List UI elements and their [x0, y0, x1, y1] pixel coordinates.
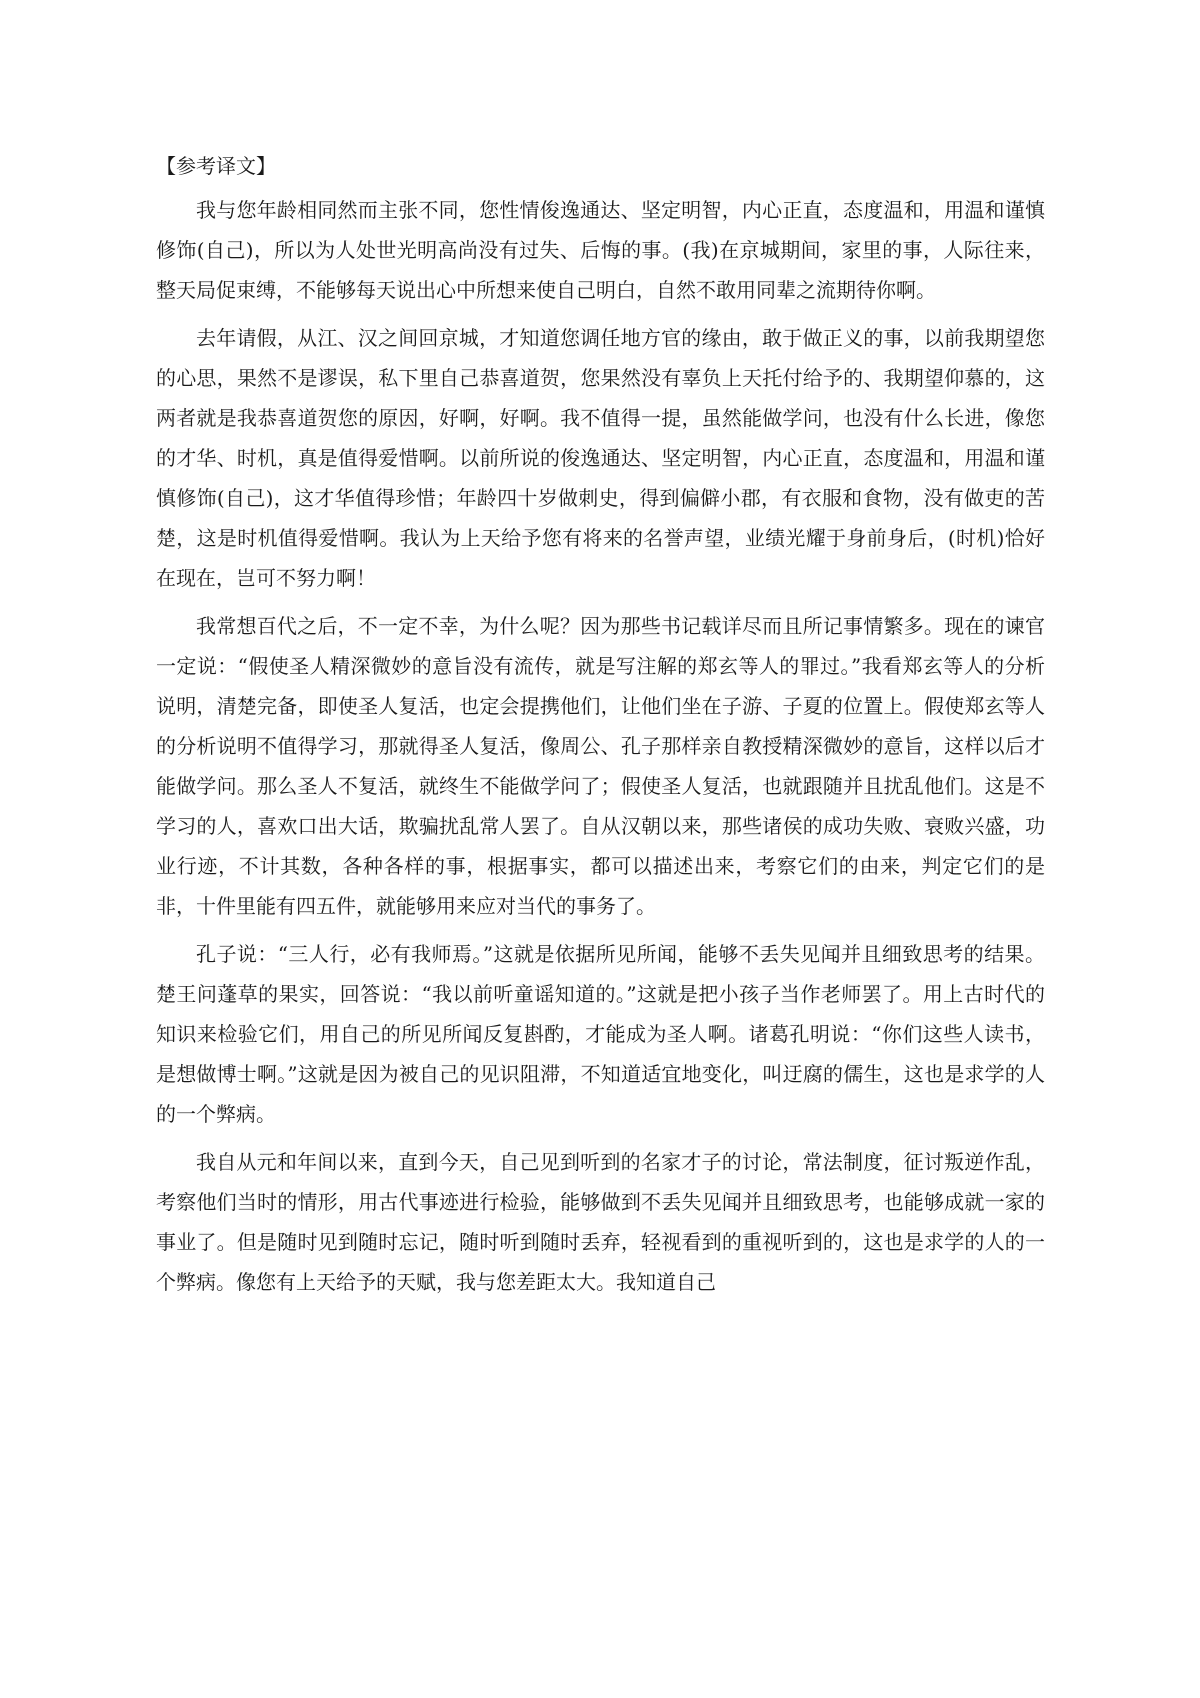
paragraph-1: 我与您年龄相同然而主张不同，您性情俊逸通达、坚定明智，内心正直，态度温和，用温和谨慎修饰(自己)，所以为人处世光明高尚没有过失、后悔的事。(我)在京城期间，家里的事，人际往来，整天局促束缚，不能够每天说出心中所想来使自己明白，自然不敢用同辈之流期待你啊。: [156, 198, 1045, 302]
paragraph-3: 我常想百代之后，不一定不幸，为什么呢？因为那些书记载详尽而且所记事情繁多。现在的谏官一定说：“假使圣人精深微妙的意旨没有流传，就是写注解的郑玄等人的罪过。”我看郑玄等人的分析说明，清楚完备，即使圣人复活，也定会提携他们，让他们坐在子游、子夏的位置上。假使郑玄等人的分析说明不值得学习，那就得圣人复活，像周公、孔子那样亲自教授精深微妙的意旨，这样以后才能做学问。那么圣人不复活，就终生不能做学问了；假使圣人复活，也就跟随并且扰乱他们。这是不学习的人，喜欢口出大话，欺骗扰乱常人罢了。自从汉朝以来，那些诸侯的成功失败、衰败兴盛，功业行迹，不计其数，各种各样的事，根据事实，都可以描述出来，考察它们的由来，判定它们的是非，十件里能有四五件，就能够用来应对当代的事务了。: [156, 614, 1045, 918]
paragraph-5: 我自从元和年间以来，直到今天，自己见到听到的名家才子的讨论，常法制度，征讨叛逆作乱，考察他们当时的情形，用古代事迹进行检验，能够做到不丢失见闻并且细致思考，也能够成就一家的事业了。但是随时见到随时忘记，随时听到随时丢弃，轻视看到的重视听到的，这也是求学的人的一个弊病。像您有上天给予的天赋，我与您差距太大。我知道自己: [156, 1150, 1045, 1294]
document-page: [156, 150, 1045, 1310]
document-heading: 【参考译文】: [156, 154, 276, 178]
paragraph-2: 去年请假，从江、汉之间回京城，才知道您调任地方官的缘由，敢于做正义的事，以前我期望您的心思，果然不是谬误，私下里自己恭喜道贺，您果然没有辜负上天托付给予的、我期望仰慕的，这两者就是我恭喜道贺您的原因，好啊，好啊。我不值得一提，虽然能做学问，也没有什么长进，像您的才华、时机，真是值得爱惜啊。以前所说的俊逸通达、坚定明智，内心正直，态度温和，用温和谨慎修饰(自己)，这才华值得珍惜；年龄四十岁做刺史，得到偏僻小郡，有衣服和食物，没有做吏的苦楚，这是时机值得爱惜啊。我认为上天给予您有将来的名誉声望，业绩光耀于身前身后，(时机)恰好在现在，岂可不努力啊！: [156, 326, 1045, 590]
paragraph-4: 孔子说：“三人行，必有我师焉。”这就是依据所见所闻，能够不丢失见闻并且细致思考的结果。楚王问蓬草的果实，回答说：“我以前听童谣知道的。”这就是把小孩子当作老师罢了。用上古时代的知识来检验它们，用自己的所见所闻反复斟酌，才能成为圣人啊。诸葛孔明说：“你们这些人读书，是想做博士啊。”这就是因为被自己的见识阻滞，不知道适宜地变化，叫迂腐的儒生，这也是求学的人的一个弊病。: [156, 942, 1045, 1126]
